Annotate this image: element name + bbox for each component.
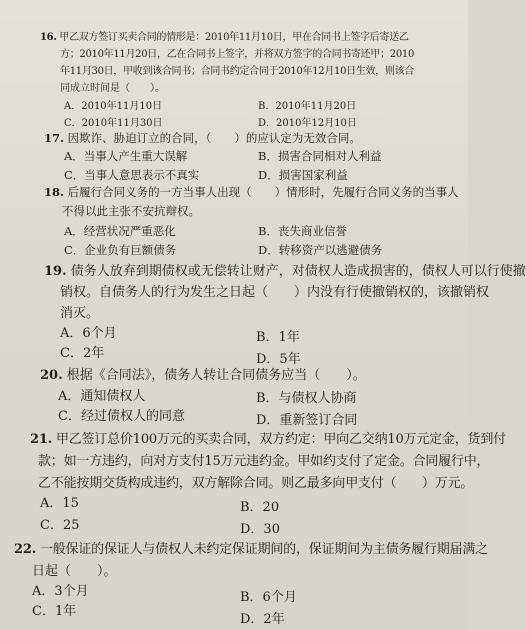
question-22-line-1: 22. 一般保证的保证人与债权人未约定保证期间的，保证期间为主债务履行期届满之: [14, 542, 488, 557]
option-d: D．2010年12月10日: [258, 118, 357, 129]
option-a: A．3个月: [32, 584, 89, 599]
option-c: C．当事人意思表示不真实: [64, 168, 200, 182]
question-16-line-4: 同成立时间是（ ）。: [60, 83, 165, 94]
option-c: C．25: [40, 518, 80, 533]
question-19-line-2: 销权。自债务人的行为发生之日起（ ）内没有行使撤销权的，该撤销权: [60, 285, 490, 300]
option-c: C．经过债权人的同意: [58, 409, 185, 424]
option-c: C．2年: [60, 346, 105, 361]
option-d: D．转移资产以逃避债务: [258, 243, 383, 257]
option-d: D．2年: [240, 612, 285, 627]
option-b: B．丧失商业信誉: [258, 224, 347, 238]
question-16-line-2: 方；2010年11月20日，乙在合同书上签字，并将双方签字的合同书寄还甲；2010: [60, 49, 415, 60]
option-a: A．2010年11月10日: [64, 101, 163, 112]
option-a: A．当事人产生重大误解: [64, 149, 188, 163]
option-a: A．6个月: [60, 326, 117, 341]
question-number: 18.: [44, 185, 65, 199]
question-18-line-2: 不得以此主张不安抗辩权。: [62, 204, 200, 218]
option-a: A．通知债权人: [58, 389, 146, 404]
question-number: 19.: [44, 264, 67, 279]
option-c: C．1年: [32, 604, 77, 619]
option-a: A．经营状况严重恶化: [64, 224, 176, 238]
option-b: B．损害合同相对人利益: [258, 149, 382, 163]
option-d: D．损害国家利益: [258, 168, 348, 182]
question-17-line-1: 17. 因欺诈、胁迫订立的合同，（ ）的应认定为无效合同。: [44, 131, 361, 145]
question-18-line-1: 18. 后履行合同义务的一方当事人出现（ ）情形时，先履行合同义务的当事人: [44, 185, 459, 199]
question-number: 20.: [40, 368, 63, 383]
option-b: B．6个月: [240, 590, 297, 605]
option-a: A．15: [40, 496, 79, 511]
question-20-line-1: 20. 根据《合同法》，债务人转让合同债务应当（ ）。: [40, 368, 366, 383]
question-19-line-3: 消灭。: [60, 306, 100, 321]
question-21-line-3: 乙不能按期交货构成违约，双方解除合同。则乙最多向甲支付（ ）万元。: [38, 476, 474, 491]
option-c: C．企业负有巨额债务: [64, 243, 177, 257]
question-21-line-1: 21. 甲乙签订总价100万元的买卖合同，双方约定：甲向乙交纳10万元定金，货到付: [30, 432, 506, 447]
option-d: D．30: [240, 522, 280, 537]
option-d: D．重新签订合同: [256, 413, 358, 428]
option-b: B．20: [240, 500, 280, 515]
option-b: B．与债权人协商: [256, 391, 357, 406]
question-number: 22.: [14, 542, 37, 557]
option-b: B．2010年11月20日: [258, 101, 357, 112]
question-number: 17.: [44, 131, 65, 145]
question-19-line-1: 19. 债务人放弃到期债权或无偿转让财产，对债权人造成损害的，债权人可以行使撤: [44, 264, 526, 279]
question-22-line-2: 日起（ ）。: [32, 564, 117, 579]
question-16-line-3: 年11月30日，甲收到该合同书；合同书约定合同于2010年12月10日生效，则该合: [60, 66, 415, 77]
option-d: D．5年: [256, 352, 301, 367]
option-b: B．1年: [256, 330, 300, 345]
question-16-line-1: 16. 甲乙双方签订买卖合同的情形是：2010年11月10日，甲在合同书上签字后寄送乙: [40, 32, 409, 43]
option-c: C．2010年11月30日: [64, 118, 163, 129]
question-number: 21.: [30, 432, 53, 447]
question-21-line-2: 款；如一方违约，向对方支付15万元违约金。甲如约支付了定金。合同履行中，: [38, 454, 490, 469]
question-number: 16.: [40, 32, 57, 43]
